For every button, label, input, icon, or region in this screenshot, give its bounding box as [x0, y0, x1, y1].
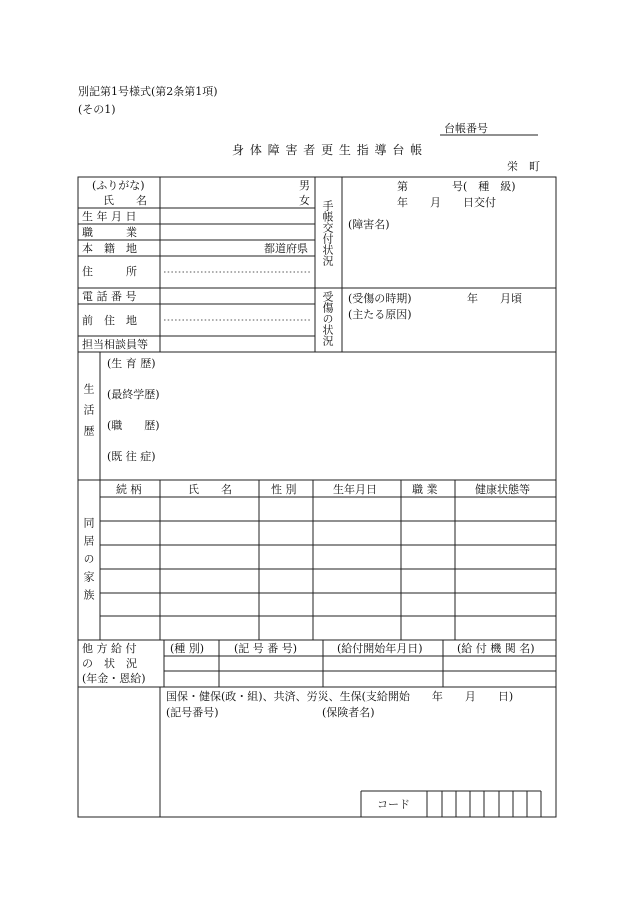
life-history-label: 生活歴 — [82, 383, 95, 446]
injury-time-value: 年 月頃 — [467, 292, 522, 305]
ledger-number-label: 台帳番号 — [444, 122, 488, 135]
family-col-relation: 続 柄 — [116, 483, 142, 496]
insurance-types: 国保・健保(政・組)、共済、労災、生保(支給開始 年 月 日) — [166, 690, 514, 703]
furigana-label: (ふりがな) — [92, 179, 145, 192]
gender-female: 女 — [299, 194, 310, 207]
counselor-label: 担当相談員等 — [82, 338, 148, 351]
prefecture-suffix: 都道府県 — [264, 242, 308, 255]
phone-label: 電 話 番 号 — [82, 290, 137, 303]
occupation-label: 職 業 — [82, 226, 137, 239]
name-label: 氏 名 — [103, 194, 147, 207]
benefits-label-line3: (年金・恩給) — [82, 672, 146, 685]
family-section-label: 同居の家族 — [82, 517, 95, 607]
history-upbringing: (生 育 歴) — [107, 357, 156, 370]
history-education: (最終学歴) — [107, 388, 160, 401]
benefits-col-agency: (給 付 機 関 名) — [457, 642, 535, 655]
family-col-dob: 生年月日 — [333, 483, 377, 496]
gender-male: 男 — [299, 179, 310, 192]
history-medical: (既 往 症) — [107, 450, 156, 463]
benefits-label-line2: の 状 況 — [82, 657, 137, 670]
history-work: (職 歴) — [107, 419, 160, 432]
town-name: 栄 町 — [507, 160, 540, 173]
family-col-sex: 性 別 — [271, 483, 297, 496]
prev-address-label: 前 住 地 — [82, 314, 137, 327]
injury-section-label: 受傷の状況 — [321, 291, 334, 346]
notebook-number-line: 第 号( 種 級) — [397, 180, 516, 193]
page-title: 身 体 障 害 者 更 生 指 導 台 帳 — [232, 143, 424, 157]
insurance-symbol-label: (記号番号) — [166, 706, 219, 719]
form-part: (その1) — [78, 103, 116, 116]
disability-label: (障害名) — [348, 218, 390, 231]
notebook-issue-date: 年 月 日交付 — [397, 196, 496, 209]
form-reference: 別記第1号様式(第2条第1項) — [78, 85, 218, 98]
family-col-occupation: 職 業 — [412, 483, 438, 496]
domicile-label: 本 籍 地 — [82, 242, 137, 255]
family-col-health: 健康状態等 — [475, 483, 530, 496]
dob-label: 生 年 月 日 — [82, 210, 137, 223]
family-col-name: 氏 名 — [188, 483, 232, 496]
address-label: 住 所 — [82, 265, 137, 278]
injury-cause-label: (主たる原因) — [348, 308, 412, 321]
benefits-col-type: (種 別) — [170, 642, 205, 655]
code-label: コード — [377, 798, 410, 811]
benefits-col-symbol: (記 号 番 号) — [234, 642, 298, 655]
benefits-label-line1: 他 方 給 付 — [82, 642, 137, 655]
insurance-insurer-label: (保険者名) — [322, 706, 375, 719]
notebook-section-label: 手帳交付状況 — [321, 200, 334, 266]
benefits-col-start-date: (給付開始年月日) — [337, 642, 423, 655]
injury-time-label: (受傷の時期) — [348, 292, 412, 305]
